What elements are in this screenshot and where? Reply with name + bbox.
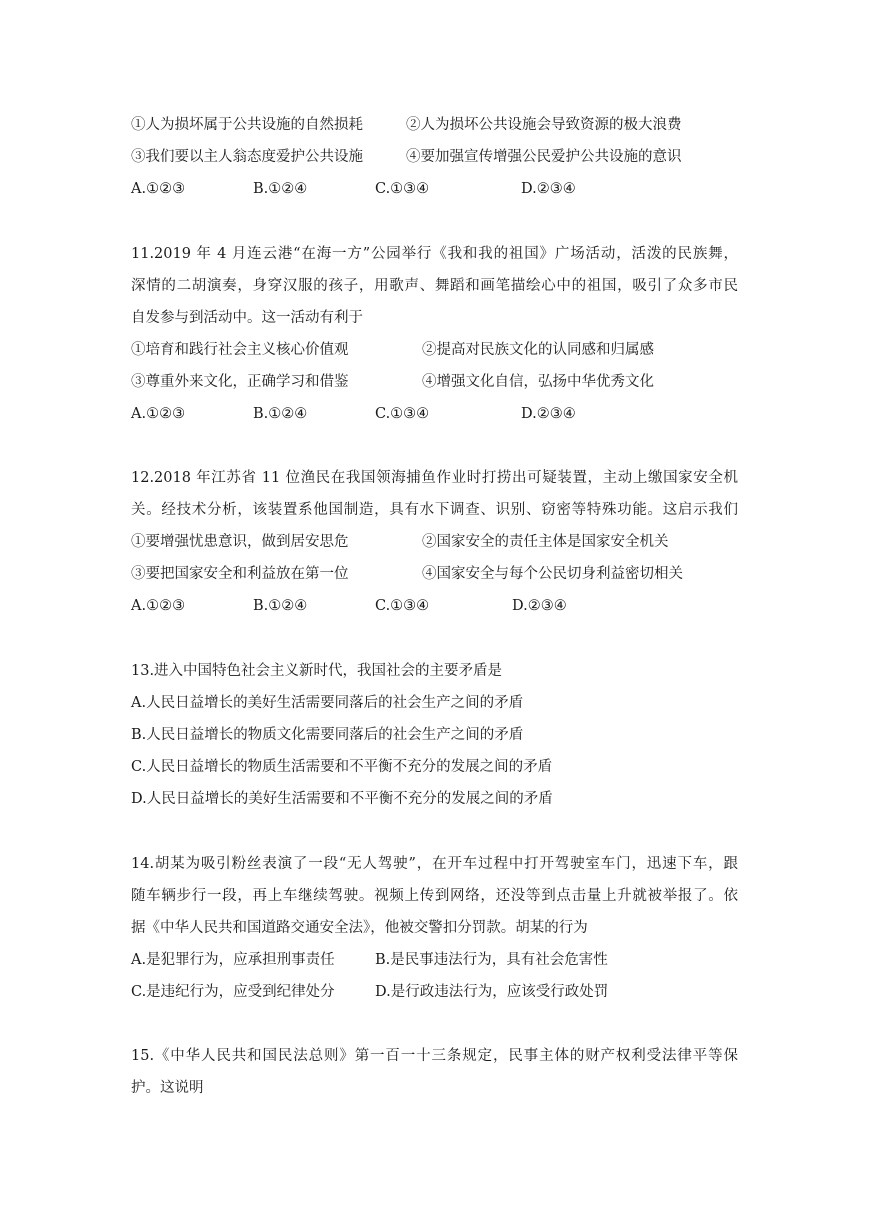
q12-choice-b: B.①②④ <box>253 598 308 614</box>
q12-choice-a: A.①②③ <box>131 598 186 614</box>
q15-stem-line-1: 15.《中华人民共和国民法总则》第一百一十三条规定，民事主体的财产权利受法律平等保 <box>131 1048 738 1064</box>
q12-choice-d: D.②③④ <box>512 598 567 614</box>
q13-stem: 13.进入中国特色社会主义新时代，我国社会的主要矛盾是 <box>131 663 503 679</box>
q11-option-3: ③尊重外来文化，正确学习和借鉴 <box>131 374 349 390</box>
q11-option-1: ①培育和践行社会主义核心价值观 <box>131 342 349 358</box>
q14-stem-line-2: 随车辆步行一段，再上车继续驾驶。视频上传到网络，还没等到点击量上升就被举报了。依 <box>131 888 738 904</box>
q10-option-3: ③我们要以主人翁态度爱护公共设施 <box>131 149 363 165</box>
q15-stem-line-2: 护。这说明 <box>131 1080 204 1096</box>
q13-option-b: B.人民日益增长的物质文化需要同落后的社会生产之间的矛盾 <box>131 727 524 743</box>
q12-stem-line-2: 关。经技术分析，该装置系他国制造，具有水下调查、识别、窃密等特殊功能。这启示我们 <box>131 502 738 518</box>
q14-stem-line-1: 14.胡某为吸引粉丝表演了一段“无人驾驶”，在开车过程中打开驾驶室车门，迅速下车，跟 <box>131 856 738 872</box>
q10-choice-b: B.①②④ <box>253 181 308 197</box>
q13-option-c: C.人民日益增长的物质生活需要和不平衡不充分的发展之间的矛盾 <box>131 759 553 775</box>
q12-option-2: ②国家安全的责任主体是国家安全机关 <box>422 534 669 550</box>
q11-choice-a: A.①②③ <box>131 406 186 422</box>
q11-choice-c: C.①③④ <box>375 406 430 422</box>
q11-option-4: ④增强文化自信，弘扬中华优秀文化 <box>422 374 654 390</box>
q14-option-a: A.是犯罪行为，应承担刑事责任 <box>131 952 335 968</box>
q12-option-1: ①要增强忧患意识，做到居安思危 <box>131 534 349 550</box>
q10-choice-d: D.②③④ <box>521 181 576 197</box>
q14-option-c: C.是违纪行为，应受到纪律处分 <box>131 984 335 1000</box>
q11-stem-line-2: 深情的二胡演奏，身穿汉服的孩子，用歌声、舞蹈和画笔描绘心中的祖国，吸引了众多市民 <box>131 278 738 294</box>
q12-option-3: ③要把国家安全和利益放在第一位 <box>131 566 349 582</box>
q12-option-4: ④国家安全与每个公民切身利益密切相关 <box>422 566 683 582</box>
q11-option-2: ②提高对民族文化的认同感和归属感 <box>422 342 654 358</box>
q10-choice-c: C.①③④ <box>375 181 430 197</box>
q14-stem-line-3: 据《中华人民共和国道路交通安全法》，他被交警扣分罚款。胡某的行为 <box>131 920 588 936</box>
q10-choice-a: A.①②③ <box>131 181 186 197</box>
q10-option-1: ①人为损坏属于公共设施的自然损耗 <box>131 117 363 133</box>
q11-stem-line-1: 11.2019 年 4 月连云港“在海一方”公园举行《我和我的祖国》广场活动，活泼的民族舞， <box>131 246 738 262</box>
q10-option-4: ④要加强宣传增强公民爱护公共设施的意识 <box>406 149 682 165</box>
q14-option-d: D.是行政违法行为，应该受行政处罚 <box>375 984 609 1000</box>
q12-stem-line-1: 12.2018 年江苏省 11 位渔民在我国领海捕鱼作业时打捞出可疑装置，主动上缴国家安全机 <box>131 470 738 486</box>
q12-choice-c: C.①③④ <box>375 598 430 614</box>
q14-option-b: B.是民事违法行为，具有社会危害性 <box>375 952 608 968</box>
q13-option-a: A.人民日益增长的美好生活需要同落后的社会生产之间的矛盾 <box>131 695 524 711</box>
q10-option-2: ②人为损坏公共设施会导致资源的极大浪费 <box>406 117 682 133</box>
q11-stem-line-3: 自发参与到活动中。这一活动有利于 <box>131 310 363 326</box>
q11-choice-b: B.①②④ <box>253 406 308 422</box>
q13-option-d: D.人民日益增长的美好生活需要和不平衡不充分的发展之间的矛盾 <box>131 791 553 807</box>
q11-choice-d: D.②③④ <box>521 406 576 422</box>
